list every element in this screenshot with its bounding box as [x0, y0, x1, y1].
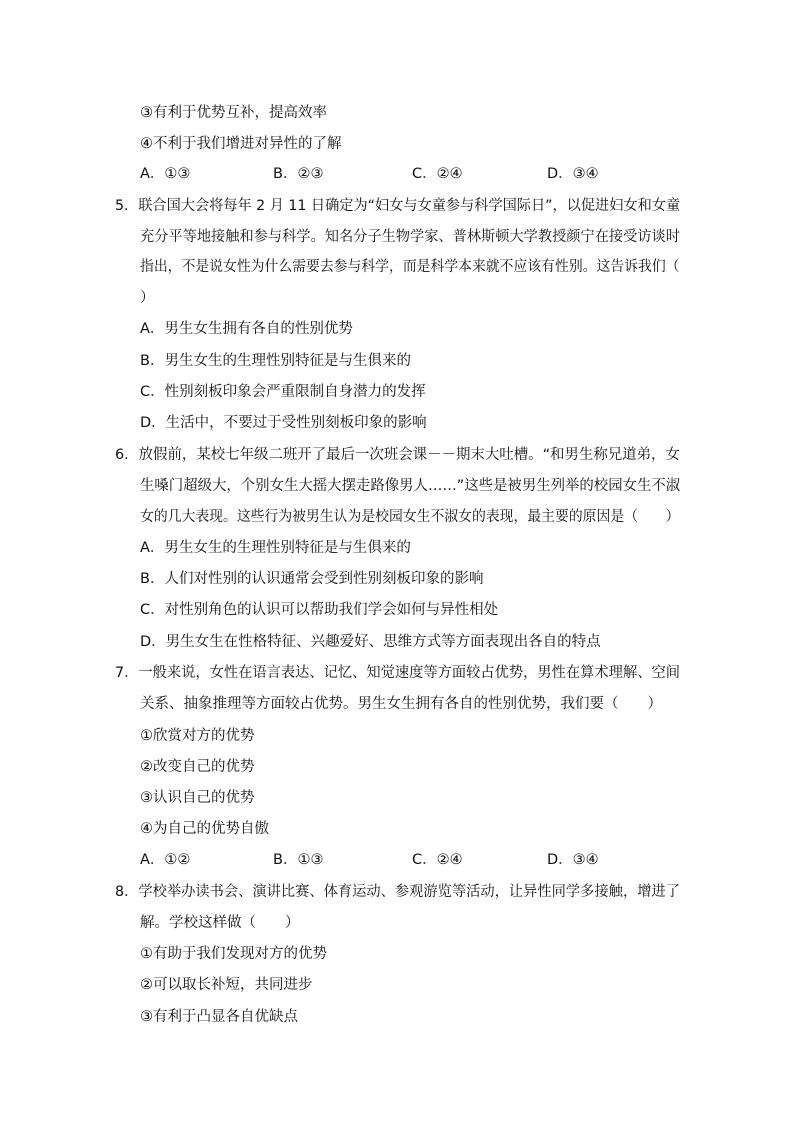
q7-stem-line-1: 7．一般来说，女性在语言表达、记忆、知觉速度等方面较占优势，男性在算术理解、空间 — [115, 665, 680, 681]
q5-stem-line-1: 5．联合国大会将每年 2 月 11 日确定为“妇女与女童参与科学国际日”，以促进妇女和女童 — [115, 198, 681, 214]
q4-item-4: ④不利于我们增进对异性的了解 — [140, 136, 342, 152]
q7-item-1: ①欣赏对方的优势 — [140, 728, 255, 744]
q4-option-d: D．③④ — [547, 166, 599, 182]
q6-option-b: B．人们对性别的认识通常会受到性别刻板印象的影响 — [140, 571, 484, 587]
q8-item-3: ③有利于凸显各自优缺点 — [140, 1009, 298, 1025]
q8-item-1: ①有助于我们发现对方的优势 — [140, 946, 327, 962]
q6-stem-line-2: 生嗓门超级大，个别女生大摇大摆走路像男人……”这些是被男生列举的校园女生不淑 — [140, 478, 681, 494]
q6-stem-line-3: 女的几大表现。这些行为被男生认为是校园女生不淑女的表现，最主要的原因是（ ） — [140, 509, 680, 525]
q7-option-a: A．①② — [140, 852, 191, 868]
q5-option-d: D．生活中，不要过于受性别刻板印象的影响 — [140, 415, 427, 431]
q7-option-d: D．③④ — [547, 852, 599, 868]
q5-option-a: A．男生女生拥有各自的性别优势 — [140, 321, 353, 337]
q7-item-4: ④为自己的优势自傲 — [140, 821, 269, 837]
q6-stem-line-1: 6．放假前，某校七年级二班开了最后一次班会课－－期末大吐槽。“和男生称兄道弟，女 — [115, 447, 680, 463]
q7-option-c: C．②④ — [412, 852, 463, 868]
q8-item-2: ②可以取长补短，共同进步 — [140, 977, 313, 993]
q5-stem-line-4: ） — [140, 290, 155, 306]
q5-stem-line-2: 充分平等地接触和参与科学。知名分子生物学家、普林斯顿大学教授颜宁在接受访谈时 — [140, 229, 680, 245]
q7-item-2: ②改变自己的优势 — [140, 759, 255, 775]
q7-option-b: B．①③ — [273, 852, 324, 868]
q8-stem-line-2: 解。学校这样做（ ） — [140, 915, 300, 931]
q5-stem-line-3: 指出，不是说女性为什么需要去参与科学，而是科学本来就不应该有性别。这告诉我们（ — [140, 259, 680, 275]
q4-item-3: ③有利于优势互补，提高效率 — [140, 105, 327, 121]
q5-option-c: C．性别刻板印象会严重限制自身潜力的发挥 — [140, 384, 426, 400]
q6-option-d: D．男生女生在性格特征、兴趣爱好、思维方式等方面表现出各自的特点 — [140, 634, 601, 650]
q5-option-b: B．男生女生的生理性别特征是与生俱来的 — [140, 353, 411, 369]
q7-stem-line-2: 关系、抽象推理等方面较占优势。男生女生拥有各自的性别优势，我们要（ ） — [140, 696, 662, 712]
q4-option-a: A．①③ — [140, 166, 191, 182]
q6-option-a: A．男生女生的生理性别特征是与生俱来的 — [140, 540, 411, 556]
q7-item-3: ③认识自己的优势 — [140, 790, 255, 806]
q6-option-c: C．对性别角色的认识可以帮助我们学会如何与异性相处 — [140, 602, 499, 618]
q4-option-b: B．②③ — [273, 166, 324, 182]
q8-stem-line-1: 8．学校举办读书会、演讲比赛、体育运动、参观游览等活动，让异性同学多接触，增进了 — [115, 884, 680, 900]
q4-option-c: C．②④ — [412, 166, 463, 182]
